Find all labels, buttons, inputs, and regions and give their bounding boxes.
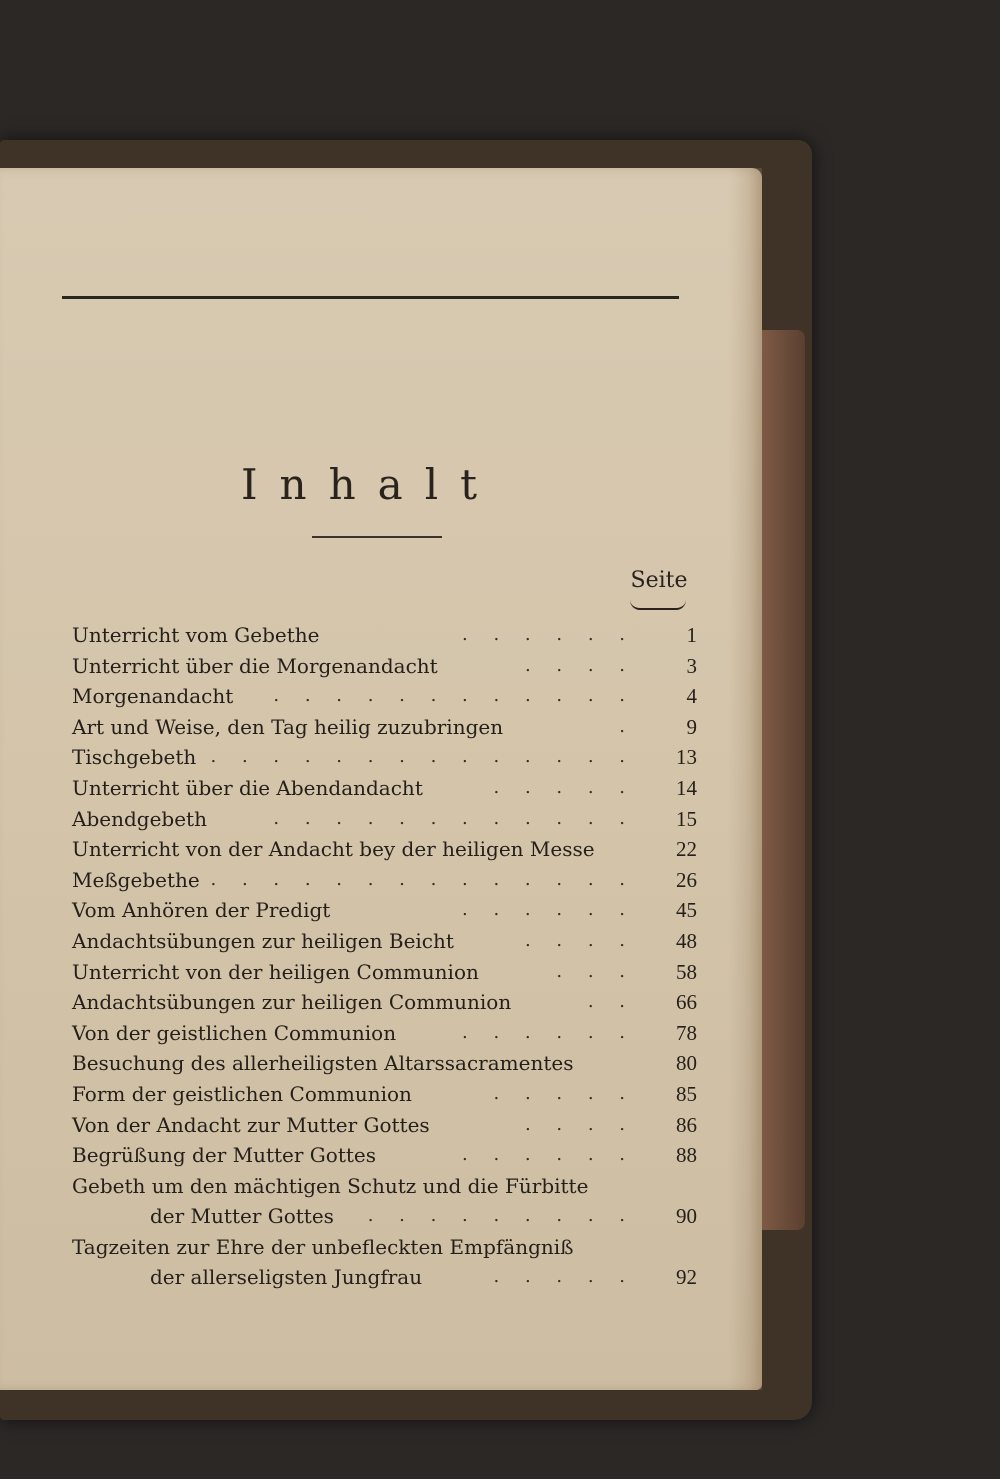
header-brace	[630, 600, 686, 610]
toc-entry-label: der allerseligsten Jungfrau	[150, 1265, 423, 1290]
toc-entry-page: 22	[676, 837, 697, 862]
leader-dots: . . . . . . . . . . . .	[273, 807, 635, 829]
toc-entry	[72, 773, 697, 804]
toc-entry-label: Begrüßung der Mutter Gottes	[72, 1143, 376, 1168]
toc-entry-label: Unterricht vom Gebethe	[72, 623, 320, 647]
toc-entry	[72, 620, 697, 651]
leader-dots: . . . . . .	[462, 624, 635, 645]
toc-entry-page: 86	[676, 1112, 697, 1137]
toc-entry	[72, 651, 697, 682]
toc-entry-page: 9	[686, 714, 697, 739]
toc-entry-page: 58	[676, 959, 697, 984]
toc-entry	[72, 1018, 697, 1049]
toc-entry	[72, 804, 697, 835]
leader-dots: . . . . . .	[462, 1144, 635, 1166]
toc-entry-page: 4	[686, 684, 697, 709]
toc-entry-label: Von der Andacht zur Mutter Gottes	[72, 1112, 430, 1137]
toc-entry-label: Unterricht über die Morgenandacht	[72, 653, 438, 678]
leader-dots: . . .	[556, 960, 635, 982]
toc-entry-page: 78	[676, 1020, 697, 1045]
toc-entry-continuation	[72, 1201, 697, 1232]
toc-entry-label: Form der geistlichen Communion	[72, 1081, 412, 1106]
toc-entry	[72, 926, 697, 957]
leader-dots: . . . . .	[493, 776, 635, 798]
toc-entry-label: Andachtsübungen zur heiligen Beicht	[72, 928, 454, 953]
toc-entry	[72, 1110, 697, 1141]
toc-entry-page: 88	[676, 1143, 697, 1168]
toc-entry-label: Unterricht über die Abendandacht	[72, 775, 423, 800]
toc-entry-label: Gebeth um den mächtigen Schutz und die Fürbitte	[72, 1173, 589, 1198]
toc-entry-page: 80	[676, 1051, 697, 1076]
leader-dots: . . . . .	[493, 1082, 635, 1104]
leader-dots: . . . . . . . . . . . .	[273, 685, 635, 707]
leader-dots: . . . . . .	[462, 1021, 635, 1043]
toc-entry-label: Besuchung des allerheiligsten Altarssacramentes	[72, 1051, 574, 1076]
leader-dots: . .	[587, 991, 635, 1013]
page-edge-shadow	[728, 168, 762, 1390]
toc-entry	[72, 987, 697, 1018]
toc-entry-page: 90	[676, 1204, 697, 1229]
toc-entry	[72, 957, 697, 988]
toc-entry	[72, 742, 697, 773]
toc-entry-page: 85	[676, 1081, 697, 1106]
toc-entry	[72, 834, 697, 865]
top-rule	[62, 296, 679, 299]
toc-entry-label: Art und Weise, den Tag heilig zuzubringen	[72, 714, 504, 739]
toc-entry-label: Vom Anhören der Predigt	[72, 898, 331, 923]
toc-entry-label: Von der geistlichen Communion	[72, 1020, 397, 1045]
toc-entry	[72, 895, 697, 926]
toc-entry-label: Tagzeiten zur Ehre der unbefleckten Empfängniß	[72, 1234, 574, 1259]
table-of-contents	[72, 620, 697, 1293]
toc-entry	[72, 1079, 697, 1110]
leader-dots: . . . .	[524, 654, 635, 676]
toc-entry-label: Meßgebethe	[72, 867, 200, 892]
leader-dots: . . . . . . . . . . . . . .	[210, 868, 635, 890]
toc-entry	[72, 1140, 697, 1171]
toc-entry	[72, 865, 697, 896]
toc-entry-page: 48	[676, 928, 697, 953]
toc-entry-label: der Mutter Gottes	[150, 1204, 334, 1229]
toc-entry	[72, 1171, 697, 1202]
toc-entry	[72, 1232, 697, 1263]
toc-entry-page: 13	[676, 745, 697, 770]
toc-entry-continuation	[72, 1262, 697, 1293]
page-column-header: Seite	[630, 568, 688, 593]
leader-dots: .	[619, 715, 635, 737]
toc-entry-page: 14	[676, 775, 697, 800]
leader-dots: . . . . . . . . .	[367, 1205, 635, 1227]
toc-entry-page: 92	[676, 1265, 697, 1290]
toc-entry-page: 15	[676, 806, 697, 831]
toc-entry-page: 45	[676, 898, 697, 923]
toc-entry-page: 26	[676, 867, 697, 892]
leader-dots: . . . .	[524, 929, 635, 951]
leader-dots: . . . . .	[493, 1266, 635, 1288]
leader-dots: . . . . . .	[462, 899, 635, 921]
leader-dots: . . . .	[524, 1113, 635, 1135]
toc-entry	[72, 712, 697, 743]
title-rule	[312, 536, 442, 538]
toc-entry-label: Unterricht von der Andacht bey der heiligen Messe	[72, 837, 595, 862]
toc-entry-page: 3	[686, 653, 697, 678]
toc-entry-label: Tischgebeth	[72, 745, 197, 770]
toc-entry-page: 66	[676, 990, 697, 1015]
toc-entry-label: Unterricht von der heiligen Communion	[72, 959, 479, 984]
book-page	[0, 168, 762, 1390]
leader-dots: . . . . . . . . . . . . . .	[210, 746, 635, 768]
toc-entry-label: Morgenandacht	[72, 684, 234, 709]
toc-entry-label: Andachtsübungen zur heiligen Communion	[72, 990, 512, 1015]
toc-entry-page: 1	[686, 623, 697, 647]
page-title: Inhalt	[240, 460, 500, 509]
toc-entry	[72, 1048, 697, 1079]
toc-entry	[72, 681, 697, 712]
toc-entry-label: Abendgebeth	[72, 806, 207, 831]
